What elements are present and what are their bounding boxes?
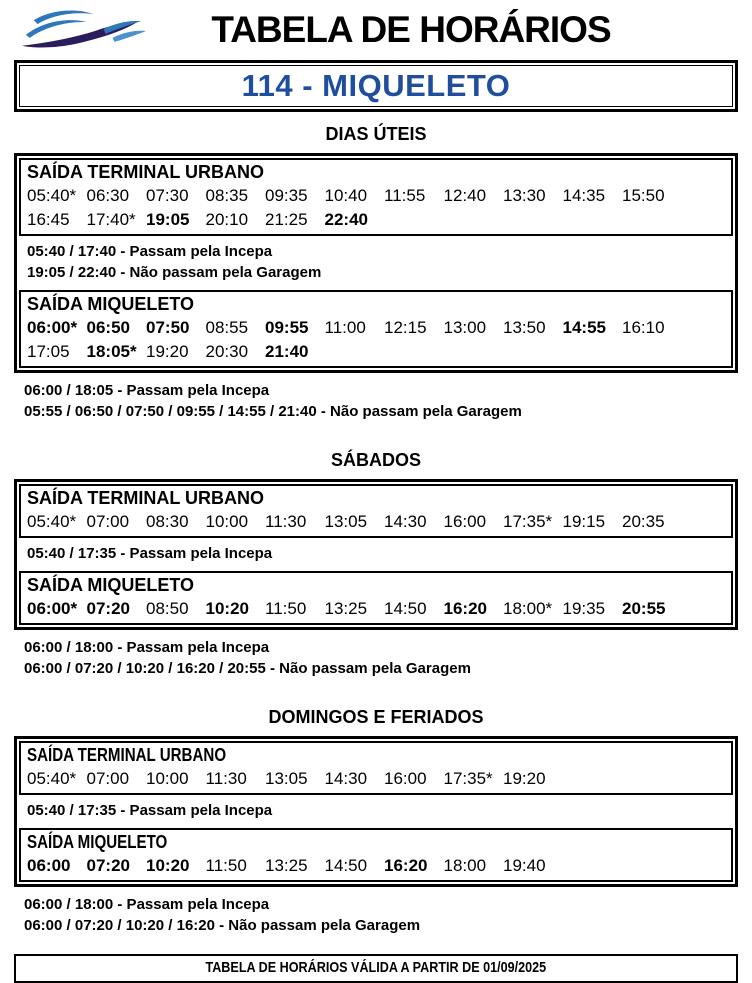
time-cell: 21:25 xyxy=(265,210,308,229)
time-cell: 06:00* xyxy=(27,599,78,618)
section-heading: DOMINGOS E FERIADOS xyxy=(268,707,484,727)
note-line: 05:40 / 17:35 - Passam pela Incepa xyxy=(27,545,273,562)
time-cell: 19:05 xyxy=(146,210,190,229)
time-cell: 09:55 xyxy=(265,318,309,337)
time-cell: 19:20 xyxy=(146,342,189,361)
note-line: 05:55 / 06:50 / 07:50 / 09:55 / 14:55 / 21:40 - Não passam pela Garagem xyxy=(24,403,522,420)
time-cell: 20:10 xyxy=(205,210,249,229)
time-cell: 19:40 xyxy=(503,856,546,875)
inside-notes xyxy=(19,795,733,828)
time-cell: 05:40* xyxy=(27,512,77,531)
note-line: 06:00 / 07:20 / 10:20 / 16:20 / 20:55 - Não passam pela Garagem xyxy=(24,660,471,677)
times-row xyxy=(27,597,725,621)
departures-box xyxy=(14,479,738,630)
time-cell: 10:20 xyxy=(205,599,249,618)
time-cell: 19:35 xyxy=(562,599,606,618)
page-header xyxy=(14,4,738,56)
time-cell: 20:55 xyxy=(622,599,666,618)
after-notes xyxy=(14,373,738,422)
note-line: 06:00 / 18:00 - Passam pela Incepa xyxy=(24,896,270,913)
time-cell: 11:55 xyxy=(384,186,426,205)
time-cell: 16:00 xyxy=(443,512,487,531)
time-cell: 14:55 xyxy=(562,318,606,337)
note-line: 05:40 / 17:35 - Passam pela Incepa xyxy=(27,802,273,819)
section-s-bados xyxy=(14,450,738,679)
departure-title-text: SAÍDA MIQUELETO xyxy=(27,575,195,595)
time-cell: 13:50 xyxy=(503,318,546,337)
time-cell: 18:00* xyxy=(503,599,553,618)
time-cell: 07:20 xyxy=(86,599,130,618)
time-cell: 19:15 xyxy=(562,512,606,531)
time-cell: 12:15 xyxy=(384,318,427,337)
time-cell: 11:00 xyxy=(324,318,366,337)
time-cell: 13:05 xyxy=(324,512,368,531)
departure-title-text: SAÍDA TERMINAL URBANO xyxy=(27,745,227,765)
section-dias-teis xyxy=(14,124,738,422)
departures-box xyxy=(14,736,738,887)
route-banner-inner xyxy=(19,65,733,107)
time-cell: 13:30 xyxy=(503,186,546,205)
departure-title xyxy=(27,831,725,854)
time-cell: 14:30 xyxy=(384,512,427,531)
time-cell: 17:35* xyxy=(503,512,553,531)
note-line: 06:00 / 07:20 / 10:20 / 16:20 - Não passam pela Garagem xyxy=(24,917,421,934)
time-cell: 06:00* xyxy=(27,318,78,337)
time-cell: 06:30 xyxy=(86,186,130,205)
time-cell: 07:00 xyxy=(86,769,130,788)
departure-block xyxy=(19,571,733,625)
time-cell: 08:50 xyxy=(146,599,189,618)
time-cell: 07:00 xyxy=(86,512,130,531)
time-cell: 16:00 xyxy=(384,769,427,788)
page-title: TABELA DE HORÁRIOS xyxy=(211,9,611,50)
departure-title xyxy=(27,744,725,767)
time-cell: 07:50 xyxy=(146,318,190,337)
time-cell: 18:05* xyxy=(86,342,137,361)
departure-title-text: SAÍDA TERMINAL URBANO xyxy=(27,488,264,508)
time-cell: 08:35 xyxy=(205,186,249,205)
departure-title-text: SAÍDA TERMINAL URBANO xyxy=(27,162,264,182)
inside-notes xyxy=(19,236,733,290)
time-cell: 19:20 xyxy=(503,769,546,788)
time-cell: 14:50 xyxy=(324,856,368,875)
time-cell: 14:35 xyxy=(562,186,606,205)
times-row xyxy=(27,184,725,232)
time-cell: 13:25 xyxy=(324,599,368,618)
section-heading: SÁBADOS xyxy=(330,450,421,470)
time-cell: 16:10 xyxy=(622,318,665,337)
times-row xyxy=(27,854,725,878)
time-cell: 07:30 xyxy=(146,186,189,205)
departure-block xyxy=(19,741,733,795)
route-title: 114 - MIQUELETO xyxy=(241,68,511,103)
after-notes xyxy=(14,630,738,679)
time-cell: 07:20 xyxy=(86,856,130,875)
departure-block xyxy=(19,484,733,538)
time-cell: 15:50 xyxy=(622,186,665,205)
time-cell: 13:25 xyxy=(265,856,308,875)
departure-title xyxy=(27,574,725,597)
time-cell: 13:00 xyxy=(443,318,487,337)
departure-block xyxy=(19,158,733,236)
time-cell: 18:00 xyxy=(443,856,487,875)
note-line: 06:00 / 18:05 - Passam pela Incepa xyxy=(24,382,270,399)
note-line: 06:00 / 18:00 - Passam pela Incepa xyxy=(24,639,270,656)
section-domingos-e-feriados xyxy=(14,707,738,936)
after-notes xyxy=(14,887,738,936)
time-cell: 10:00 xyxy=(146,769,189,788)
departure-title xyxy=(27,293,725,316)
time-cell: 06:00 xyxy=(27,856,71,875)
time-cell: 14:30 xyxy=(324,769,368,788)
time-cell: 16:45 xyxy=(27,210,70,229)
time-cell: 17:40* xyxy=(86,210,136,229)
time-cell: 14:50 xyxy=(384,599,427,618)
footer-validity-box xyxy=(14,954,738,983)
note-line: 19:05 / 22:40 - Não passam pela Garagem xyxy=(27,264,322,281)
departure-title xyxy=(27,487,725,510)
times-row xyxy=(27,767,725,791)
time-cell: 08:30 xyxy=(146,512,189,531)
departure-title-text: SAÍDA MIQUELETO xyxy=(27,294,195,314)
time-cell: 05:40* xyxy=(27,186,77,205)
note-line: 05:40 / 17:40 - Passam pela Incepa xyxy=(27,243,273,260)
time-cell: 11:50 xyxy=(205,856,247,875)
departure-title-text: SAÍDA MIQUELETO xyxy=(27,832,168,852)
time-cell: 16:20 xyxy=(443,599,487,618)
time-cell: 05:40* xyxy=(27,769,77,788)
section-heading: DIAS ÚTEIS xyxy=(325,124,427,144)
departure-block xyxy=(19,828,733,882)
time-cell: 22:40 xyxy=(324,210,368,229)
sections-container xyxy=(14,124,738,936)
inside-notes xyxy=(19,538,733,571)
time-cell: 10:40 xyxy=(324,186,368,205)
route-banner xyxy=(14,60,738,112)
time-cell: 20:30 xyxy=(205,342,249,361)
time-cell: 10:20 xyxy=(146,856,190,875)
times-row xyxy=(27,316,725,364)
time-cell: 17:35* xyxy=(443,769,493,788)
time-cell: 17:05 xyxy=(27,342,70,361)
time-cell: 20:35 xyxy=(622,512,665,531)
departures-box xyxy=(14,153,738,373)
time-cell: 11:30 xyxy=(205,769,247,788)
time-cell: 11:30 xyxy=(265,512,307,531)
times-row xyxy=(27,510,725,534)
time-cell: 12:40 xyxy=(443,186,487,205)
time-cell: 10:00 xyxy=(205,512,249,531)
time-cell: 13:05 xyxy=(265,769,308,788)
time-cell: 06:50 xyxy=(86,318,130,337)
footer-validity-text: TABELA DE HORÁRIOS VÁLIDA A PARTIR DE 01/09/2025 xyxy=(205,959,547,976)
departure-title xyxy=(27,161,725,184)
time-cell: 21:40 xyxy=(265,342,309,361)
time-cell: 11:50 xyxy=(265,599,307,618)
transport-company-swoosh-logo xyxy=(18,7,146,53)
departure-block xyxy=(19,290,733,368)
time-cell: 09:35 xyxy=(265,186,308,205)
time-cell: 08:55 xyxy=(205,318,249,337)
time-cell: 16:20 xyxy=(384,856,428,875)
